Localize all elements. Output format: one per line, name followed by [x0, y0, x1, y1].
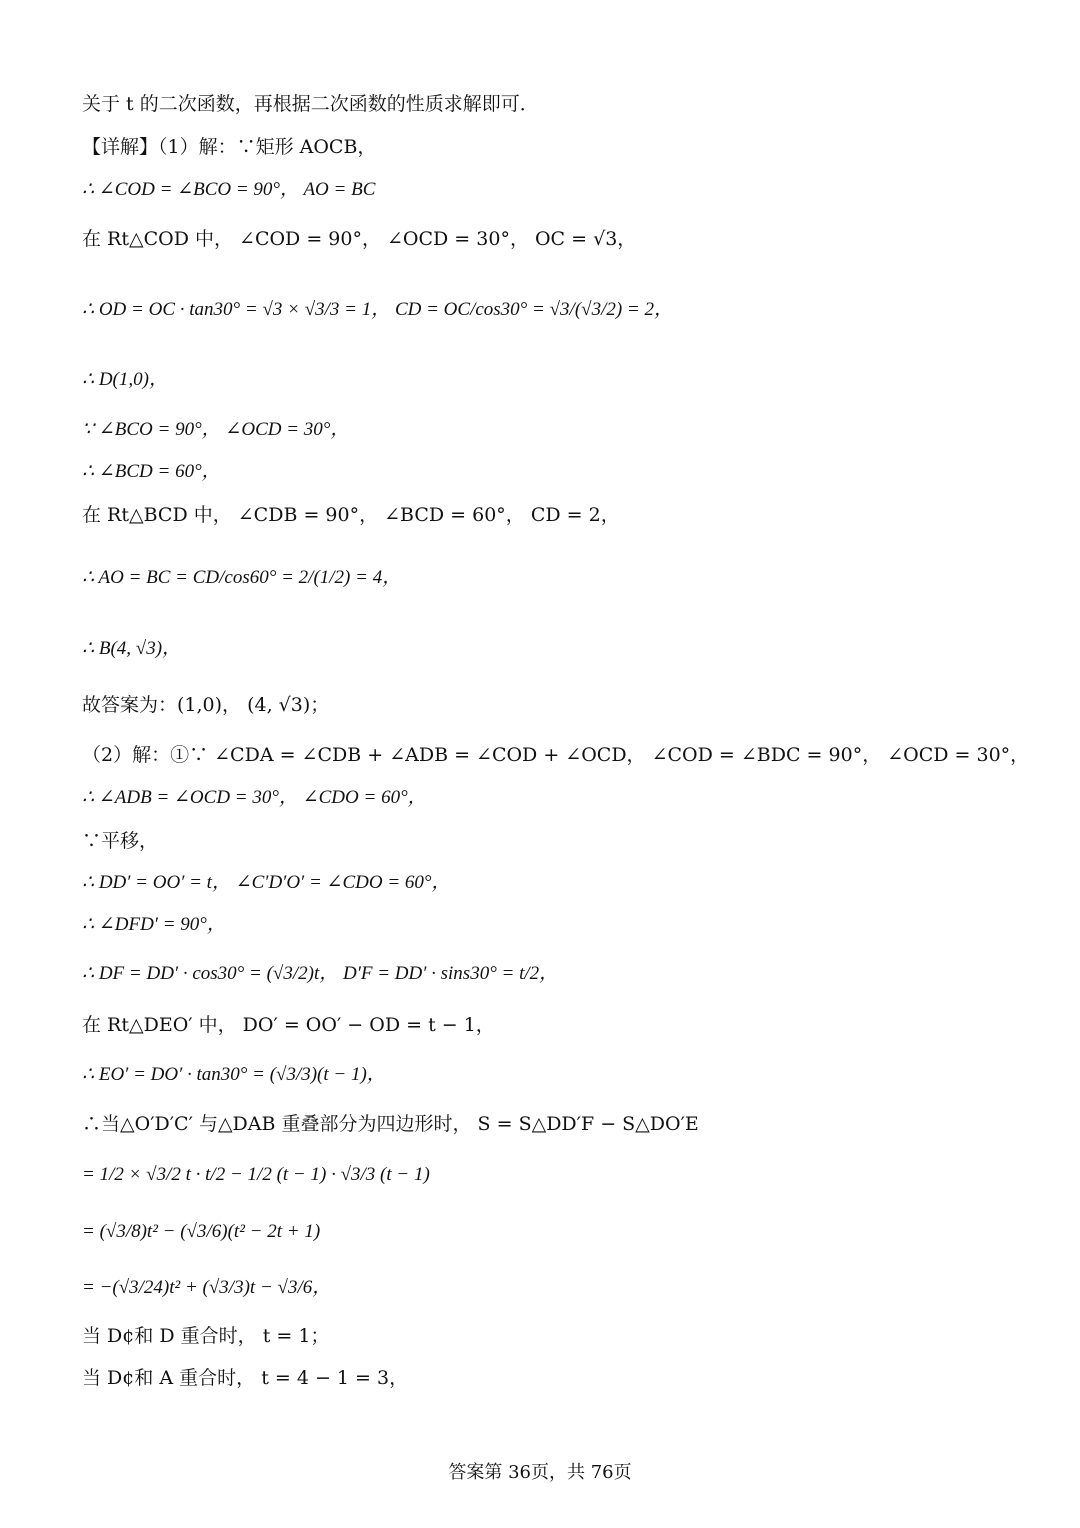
text-line-12: 故答案为：(1,0)， (4, √3)； [82, 694, 330, 716]
text-line-2: 【详解】（1）解：∵矩形 AOCB， [82, 136, 377, 158]
text-line-26: 当 D¢和 A 重合时， t = 4 − 1 = 3， [82, 1367, 409, 1389]
text-line-13: （2）解：①∵ ∠CDA = ∠CDB + ∠ADB = ∠COD + ∠OCD， ∠COD = ∠BDC = 90°， ∠OCD = 30°， [82, 744, 1030, 766]
math-line-5: ∴ OD = OC · tan30° = √3 × √3/3 = 1， CD = OC/cos30° = √3/(√3/2) = 2， [82, 299, 673, 320]
math-line-3: ∴ ∠COD = ∠BCO = 90°， AO = BC [82, 179, 376, 200]
math-line-23: = (√3/8)t² − (√3/6)(t² − 2t + 1) [82, 1221, 321, 1242]
math-line-14: ∴ ∠ADB = ∠OCD = 30°， ∠CDO = 60°， [82, 787, 427, 808]
math-line-18: ∴ DF = DD′ · cos30° = (√3/2)t， D′F = DD′ · sins30° = t/2， [82, 963, 559, 984]
text-line-1: 关于 t 的二次函数，再根据二次函数的性质求解即可． [82, 93, 539, 115]
math-line-10: ∴ AO = BC = CD/cos60° = 2/(1/2) = 4， [82, 567, 402, 588]
text-line-19: 在 Rt△DEO′ 中， DO′ = OO′ − OD = t − 1， [82, 1014, 495, 1036]
math-line-17: ∴ ∠DFD′ = 90°， [82, 914, 226, 935]
math-line-22: = 1/2 × √3/2 t · t/2 − 1/2 (t − 1) · √3/3 (t − 1) [82, 1164, 430, 1185]
math-line-20: ∴ EO′ = DO′ · tan30° = (√3/3)(t − 1)， [82, 1064, 386, 1085]
math-line-6: ∴ D(1,0)， [82, 369, 168, 390]
text-line-25: 当 D¢和 D 重合时， t = 1； [82, 1325, 330, 1347]
math-line-11: ∴ B(4, √3)， [82, 638, 182, 659]
math-line-16: ∴ DD′ = OO′ = t， ∠C′D′O′ = ∠CDO = 60°， [82, 872, 451, 893]
text-line-15: ∵平移， [82, 830, 159, 852]
text-line-9: 在 Rt△BCD 中， ∠CDB = 90°， ∠BCD = 60°， CD = 2， [82, 504, 620, 526]
math-line-8: ∴ ∠BCD = 60°， [82, 461, 221, 482]
text-line-21: ∴当△O′D′C′ 与△DAB 重叠部分为四边形时， S = S△DD′F − S△DO′E [82, 1113, 699, 1135]
text-line-4: 在 Rt△COD 中， ∠COD = 90°， ∠OCD = 30°， OC = √3， [82, 228, 637, 250]
math-line-7: ∵ ∠BCO = 90°， ∠OCD = 30°， [82, 419, 350, 440]
page-footer: 答案第 36页，共 76页 [448, 1462, 632, 1483]
math-line-24: = −(√3/24)t² + (√3/3)t − √3/6， [82, 1277, 332, 1298]
